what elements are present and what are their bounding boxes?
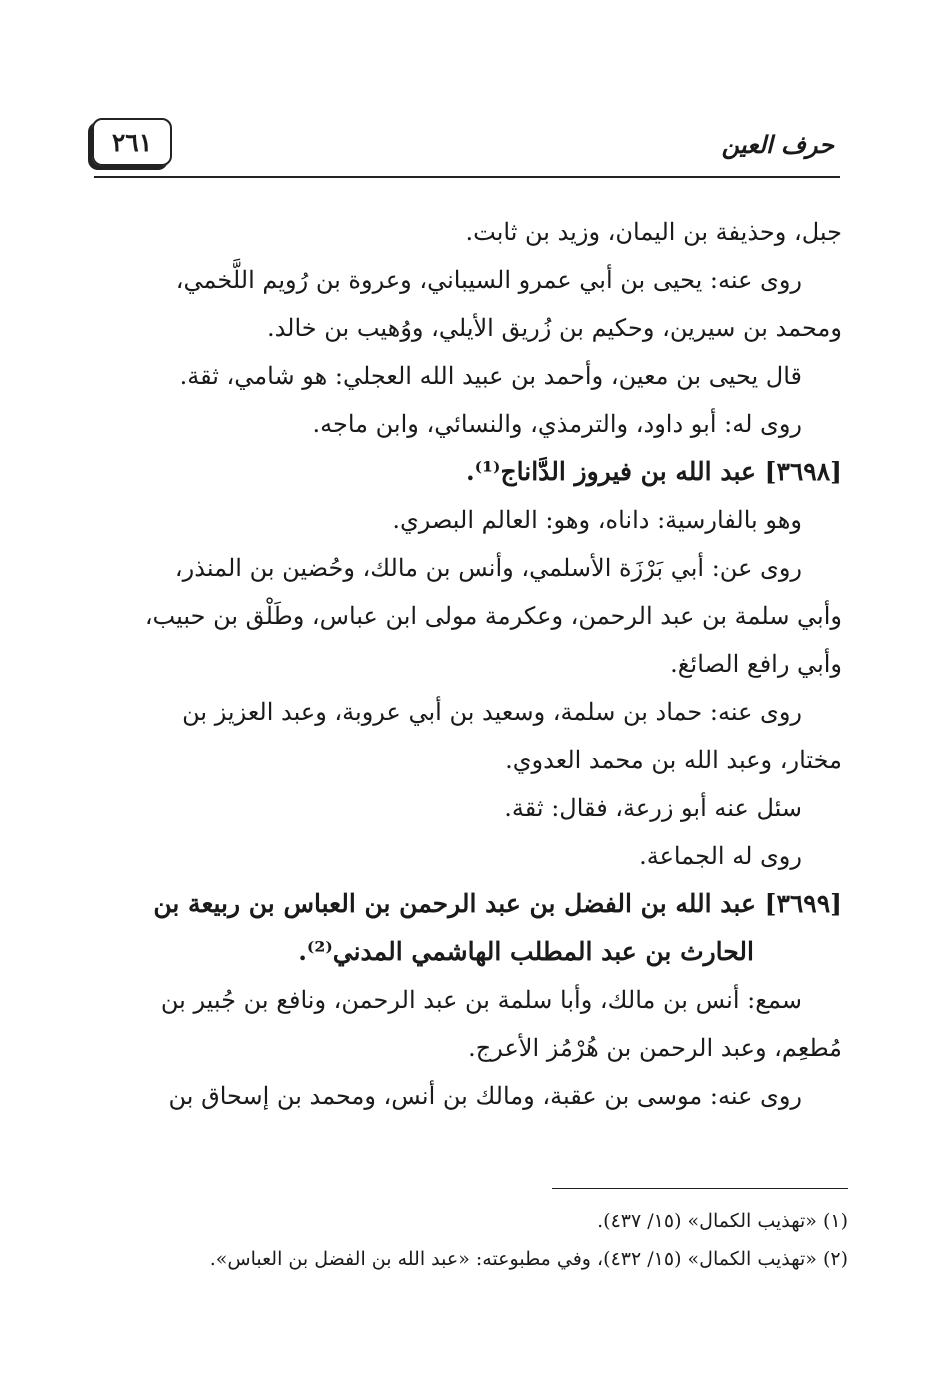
text-line: قال يحيى بن معين، وأحمد بن عبيد الله العجلي: هو شامي، ثقة. xyxy=(179,362,802,390)
entry-heading-3699-cont: الحارث بن عبد المطلب الهاشمي المدني⁽²⁾. xyxy=(298,937,754,966)
text-line: ومحمد بن سيرين، وحكيم بن زُريق الأيلي، ووُهيب بن خالد. xyxy=(266,314,842,342)
text-line: سمع: أنس بن مالك، وأبا سلمة بن عبد الرحمن، ونافع بن جُبير بن xyxy=(160,986,802,1014)
footnote-separator xyxy=(552,1188,848,1189)
text-line: روى له الجماعة. xyxy=(639,842,802,870)
footnote-1: (١) «تهذيب الكمال» (١٥/ ٤٣٧). xyxy=(597,1210,848,1232)
page-header xyxy=(92,118,840,180)
page-number: ٢٦١ xyxy=(92,118,172,166)
text-line: روى عنه: حماد بن سلمة، وسعيد بن أبي عروبة، وعبد العزيز بن xyxy=(182,698,802,726)
text-line: سئل عنه أبو زرعة، فقال: ثقة. xyxy=(504,794,802,822)
entry-heading-3698: [٣٦٩٨] عبد الله بن فيروز الدَّاناج⁽¹⁾. xyxy=(465,457,842,486)
text-line: مُطعِم، وعبد الرحمن بن هُرْمُز الأعرج. xyxy=(468,1034,842,1062)
footnotes xyxy=(102,1202,848,1278)
footnote-2: (٢) «تهذيب الكمال» (١٥/ ٤٣٢)، وفي مطبوعته: «عبد الله بن الفضل بن العباس». xyxy=(209,1248,848,1270)
main-text xyxy=(102,208,842,1120)
text-line: روى له: أبو داود، والترمذي، والنسائي، وابن ماجه. xyxy=(312,410,802,438)
text-line: روى عنه: يحيى بن أبي عمرو السيباني، وعروة بن رُويم اللَّخمي، xyxy=(175,266,802,294)
text-line: وهو بالفارسية: داناه، وهو: العالم البصري. xyxy=(392,506,802,534)
text-line: روى عن: أبي بَرْزَة الأسلمي، وأنس بن مالك، وحُضين بن المنذر، xyxy=(174,554,802,582)
text-line: جبل، وحذيفة بن اليمان، وزيد بن ثابت. xyxy=(465,218,842,246)
text-line: مختار، وعبد الله بن محمد العدوي. xyxy=(505,746,842,774)
header-rule xyxy=(94,176,840,178)
text-line: روى عنه: موسى بن عقبة، ومالك بن أنس، ومحمد بن إسحاق بن xyxy=(168,1082,802,1110)
running-title: حرف العين xyxy=(721,130,834,159)
entry-heading-3699: [٣٦٩٩] عبد الله بن الفضل بن عبد الرحمن بن العباس بن ربيعة بن xyxy=(153,889,842,918)
text-line: وأبي سلمة بن عبد الرحمن، وعكرمة مولى ابن عباس، وطَلْق بن حبيب، xyxy=(144,602,842,630)
text-line: وأبي رافع الصائغ. xyxy=(670,650,842,678)
